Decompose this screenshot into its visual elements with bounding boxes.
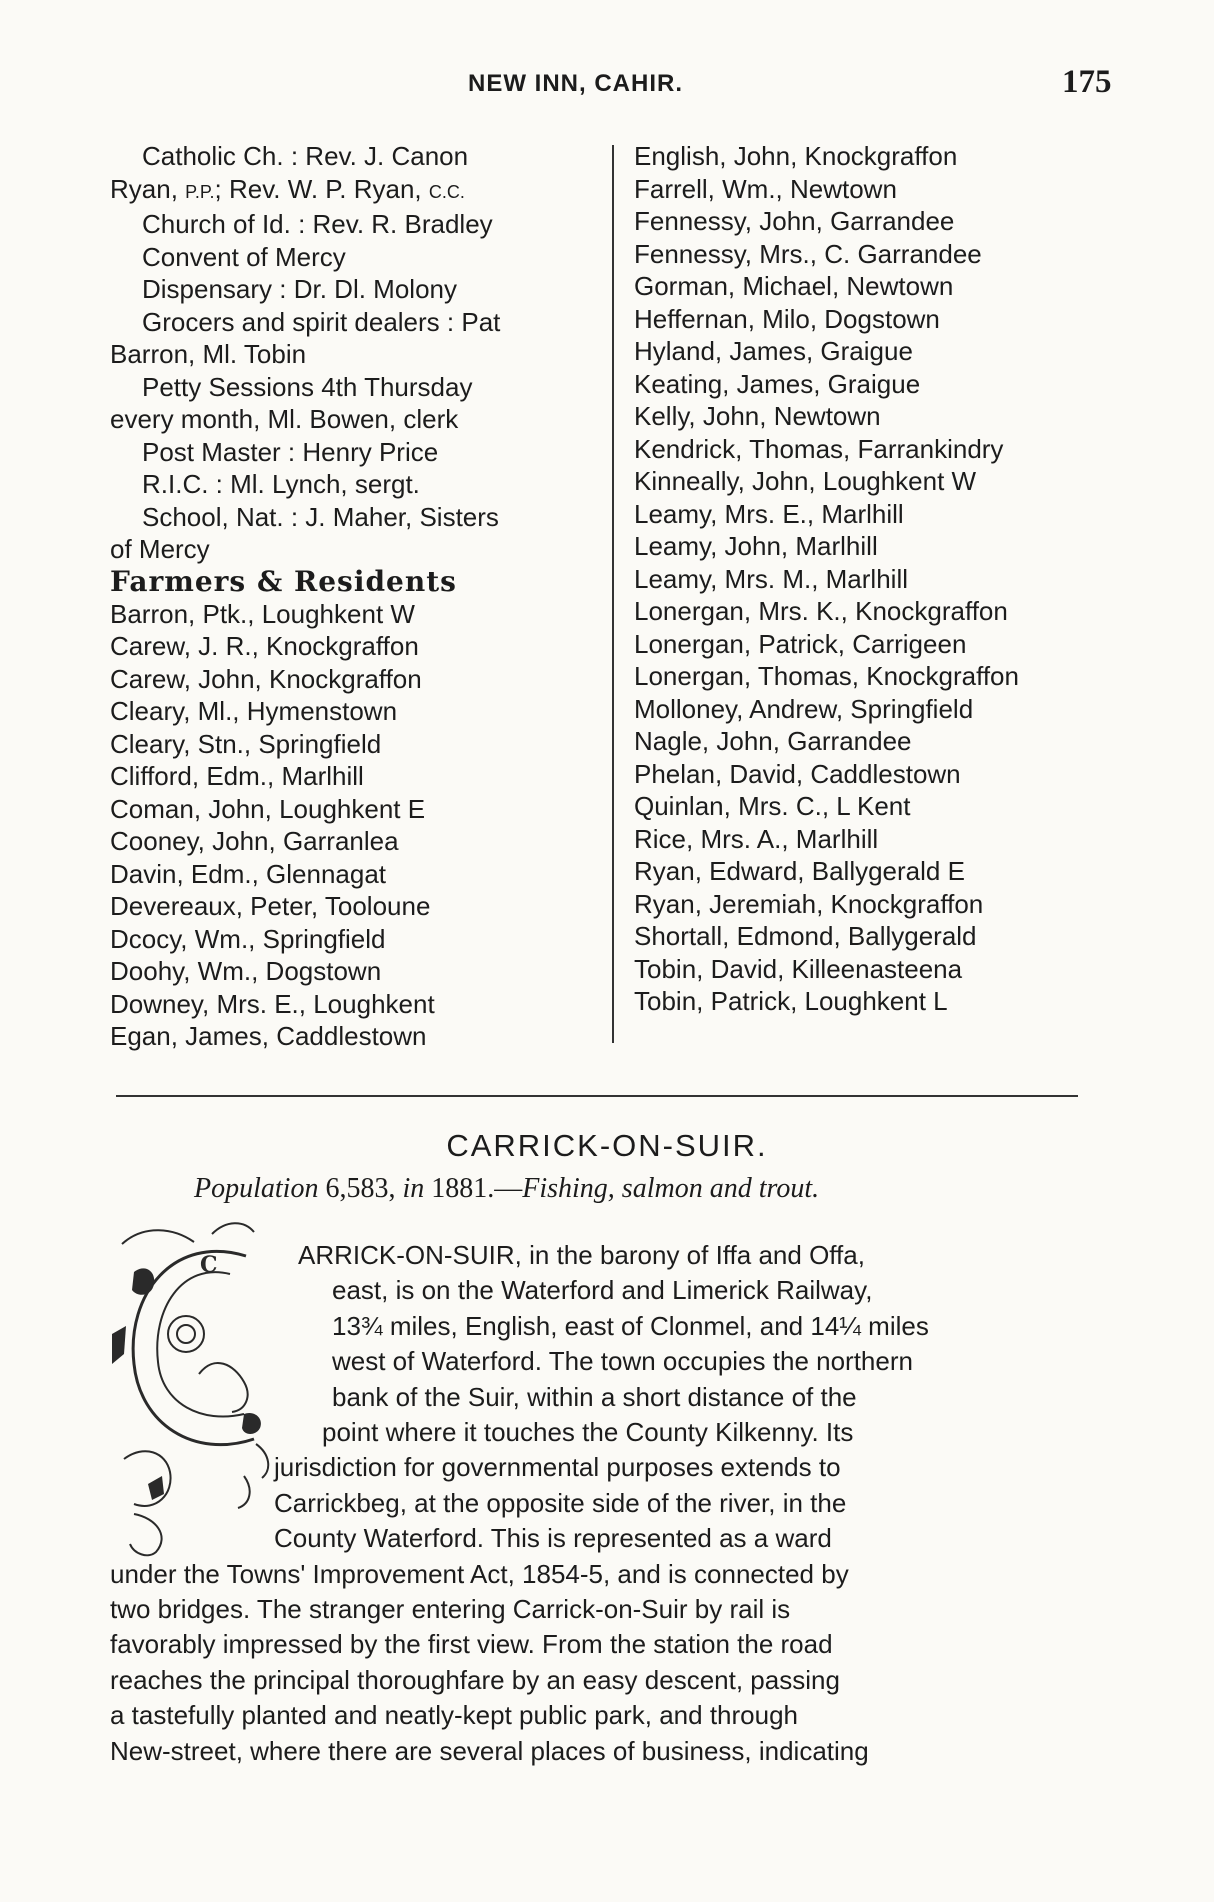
entry-petty-sessions: Petty Sessions 4th Thursday <box>142 371 473 402</box>
entry-grocers-cont: Barron, Ml. Tobin <box>110 339 307 369</box>
body-line: County Waterford. This is represented as a ward <box>274 1523 832 1554</box>
list-item: Carew, John, Knockgraffon <box>110 663 422 694</box>
column-divider <box>612 145 614 1043</box>
entry-catholic-church-cont: Ryan, P.P.; Rev. W. P. Ryan, C.C. <box>110 173 465 204</box>
body-line: east, is on the Waterford and Limerick Railway, <box>332 1275 873 1306</box>
entry-catholic-church: Catholic Ch. : Rev. J. Canon <box>142 141 469 171</box>
list-item: Heffernan, Milo, Dogstown <box>634 303 940 334</box>
section-divider <box>116 1095 1078 1097</box>
list-item: Lonergan, Patrick, Carrigeen <box>634 628 967 659</box>
entry-grocers: Grocers and spirit dealers : Pat <box>142 306 501 337</box>
body-line: point where it touches the County Kilkenny. Its <box>322 1417 854 1448</box>
body-line: west of Waterford. The town occupies the northern <box>332 1346 913 1377</box>
running-head <box>0 64 1214 104</box>
list-item: Nagle, John, Garrandee <box>634 726 912 756</box>
list-item: Egan, James, Caddlestown <box>110 1021 427 1051</box>
dropcap-letter: C <box>200 1252 218 1278</box>
entry-ric: R.I.C. : Ml. Lynch, sergt. <box>142 469 420 499</box>
page-number: 175 <box>1062 64 1112 100</box>
list-item: Farrell, Wm., Newtown <box>634 173 897 204</box>
left-column <box>110 140 598 1053</box>
list-item: Clifford, Edm., Marlhill <box>110 761 364 791</box>
list-item: Cleary, Stn., Springfield <box>110 728 382 759</box>
list-item: Barron, Ptk., Loughkent W <box>110 598 415 629</box>
body-line: jurisdiction for governmental purposes extends to <box>274 1452 841 1483</box>
list-item: Carew, J. R., Knockgraffon <box>110 631 419 661</box>
page-header-title: NEW INN, CAHIR. <box>468 70 683 97</box>
list-item: Cooney, John, Garranlea <box>110 826 399 856</box>
entry-church-of-ireland: Church of Id. : Rev. R. Bradley <box>142 209 493 239</box>
list-item: Hyland, James, Graigue <box>634 336 913 366</box>
body-line: favorably impressed by the first view. From the station the road <box>110 1629 833 1660</box>
list-item: Fennessy, Mrs., C. Garrandee <box>634 238 982 269</box>
body-line: New-street, where there are several places of business, indicating <box>110 1735 869 1766</box>
entry-school: School, Nat. : J. Maher, Sisters <box>142 501 499 532</box>
body-line: bank of the Suir, within a short distance of the <box>332 1381 857 1412</box>
list-item: Lonergan, Thomas, Knockgraffon <box>634 661 1019 691</box>
list-item: Tobin, Patrick, Loughkent L <box>634 986 948 1016</box>
section-subtitle: Population 6,583, in 1881.—Fishing, salmon and trout. <box>194 1173 820 1204</box>
list-item: Leamy, Mrs. M., Marlhill <box>634 563 908 594</box>
section-title: CARRICK-ON-SUIR. <box>446 1128 768 1163</box>
section-heading-farmers: Farmers & Residents <box>110 564 457 598</box>
list-item: Leamy, John, Marlhill <box>634 531 878 561</box>
list-item: Quinlan, Mrs. C., L Kent <box>634 791 911 821</box>
list-item: Ryan, Jeremiah, Knockgraffon <box>634 888 984 919</box>
entry-dispensary: Dispensary : Dr. Dl. Molony <box>142 274 457 304</box>
list-item: Kinneally, John, Loughkent W <box>634 466 977 496</box>
list-item: Doohy, Wm., Dogstown <box>110 956 382 986</box>
section-body <box>110 1238 1118 1769</box>
list-item: Shortall, Edmond, Ballygerald <box>634 921 977 951</box>
list-item: Coman, John, Loughkent E <box>110 793 426 824</box>
list-item: Devereaux, Peter, Tooloune <box>110 891 431 921</box>
list-item: Davin, Edm., Glennagat <box>110 858 387 889</box>
entry-petty-sessions-cont: every month, Ml. Bowen, clerk <box>110 404 459 434</box>
body-line: two bridges. The stranger entering Carrick-on-Suir by rail is <box>110 1594 791 1625</box>
list-item: Cleary, Ml., Hymenstown <box>110 696 398 726</box>
body-line: under the Towns' Improvement Act, 1854-5, and is connected by <box>110 1558 849 1589</box>
right-column <box>634 140 1124 1018</box>
list-item: Molloney, Andrew, Springfield <box>634 693 974 724</box>
list-item: Rice, Mrs. A., Marlhill <box>634 823 879 854</box>
list-item: Gorman, Michael, Newtown <box>634 271 954 301</box>
list-item: Tobin, David, Killeenasteena <box>634 953 963 984</box>
body-line: a tastefully planted and neatly-kept public park, and through <box>110 1700 799 1731</box>
list-item: Fennessy, John, Garrandee <box>634 206 955 236</box>
body-line: 13¾ miles, English, east of Clonmel, and 14¼ miles <box>332 1310 929 1341</box>
list-item: Keating, James, Graigue <box>634 368 921 399</box>
list-item: Leamy, Mrs. E., Marlhill <box>634 498 904 529</box>
list-item: Downey, Mrs. E., Loughkent <box>110 988 435 1019</box>
list-item: English, John, Knockgraffon <box>634 141 958 171</box>
list-item: Phelan, David, Caddlestown <box>634 758 961 789</box>
entry-post-master: Post Master : Henry Price <box>142 436 439 467</box>
entry-convent: Convent of Mercy <box>142 241 346 272</box>
body-line: ARRICK-ON-SUIR, in the barony of Iffa and Offa, <box>298 1240 865 1270</box>
body-line: reaches the principal thoroughfare by an easy descent, passing <box>110 1664 840 1695</box>
entry-school-cont: of Mercy <box>110 534 210 564</box>
list-item: Dcocy, Wm., Springfield <box>110 923 386 954</box>
list-item: Kelly, John, Newtown <box>634 401 881 431</box>
list-item: Ryan, Edward, Ballygerald E <box>634 856 965 886</box>
body-line: Carrickbeg, at the opposite side of the river, in the <box>274 1487 847 1518</box>
list-item: Lonergan, Mrs. K., Knockgraffon <box>634 596 1008 626</box>
list-item: Kendrick, Thomas, Farrankindry <box>634 433 1004 464</box>
